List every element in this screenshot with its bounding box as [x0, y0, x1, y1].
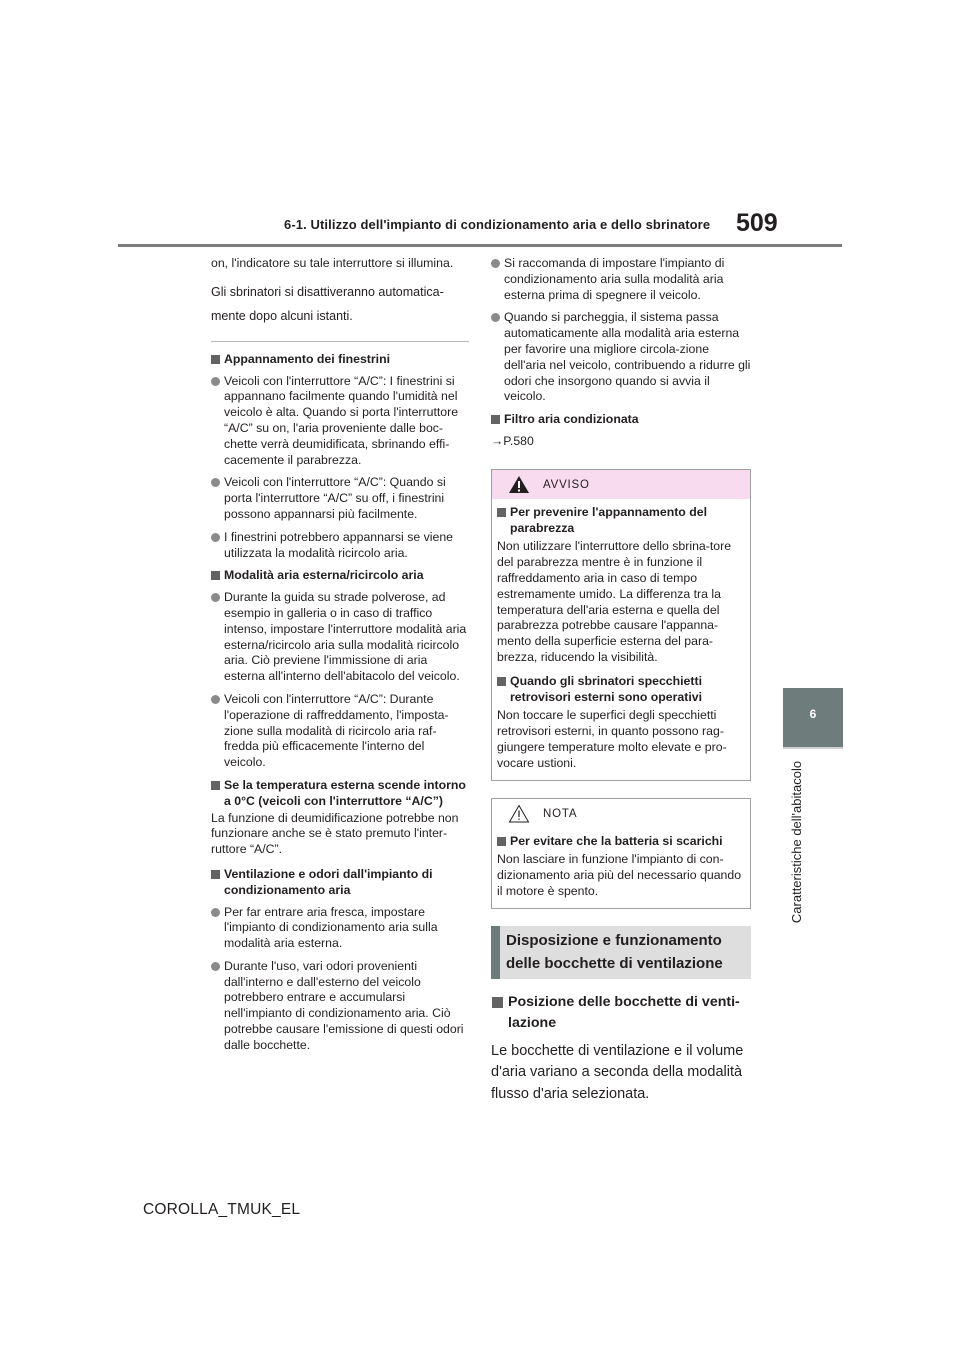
square-bullet-icon [497, 837, 506, 846]
circle-bullet-icon [211, 593, 220, 602]
circle-bullet-icon [211, 908, 220, 917]
bullet-fog-2: Veicoli con l'interruttore “A/C”: Quando si porta l'interruttore “A/C” su off, i finestrini possono appannarsi più facilmente. [211, 475, 469, 522]
section-divider [211, 341, 469, 342]
circle-bullet-icon [211, 533, 220, 542]
caution-triangle-outline-icon [508, 804, 530, 823]
square-bullet-icon [211, 571, 220, 580]
bullet-fog-3: I finestrini potrebbero appannarsi se viene utilizzata la modalità ricircolo aria. [211, 530, 469, 562]
chapter-tab-label-text: Caratteristiche dell'abitacolo [789, 760, 804, 924]
header-rule [118, 244, 842, 247]
bullet-mode-2: Veicoli con l'interruttore “A/C”: Durante l'operazione di raffreddamento, l'imposta-zione sulla modalità di ricircolo aria raf-fredda più efficacemente l'interno del veicolo. [211, 692, 469, 771]
warning-label: AVVISO [543, 478, 590, 491]
bullet-vent-1: Per far entrare aria fresca, impostare l'impianto di condizionamento aria sulla modalità aria esterna. [211, 905, 469, 952]
position-text: Le bocchette di ventilazione e il volume d'aria variano a seconda della modalità flusso d'aria selezionata. [491, 1042, 744, 1102]
filter-page-reference: →P.580 [491, 433, 534, 448]
intro-line-1: on, l'indicatore su tale interruttore si illumina. [211, 256, 454, 270]
section-filter-title: Filtro aria condizionata [491, 412, 751, 428]
note-text: Non lasciare in funzione l'impianto di con-dizionamento aria più del necessario quando il motore è spento. [497, 852, 742, 898]
document-code: COROLLA_TMUK_EL [143, 1201, 301, 1218]
right-column [491, 252, 751, 1105]
warning-item-2-title: Quando gli sbrinatori specchietti retrovisori esterni sono operativi [497, 674, 745, 706]
circle-bullet-icon [211, 377, 220, 386]
warning-box [491, 469, 751, 781]
warning-triangle-icon [508, 475, 530, 494]
section-mode-title: Modalità aria esterna/ricircolo aria [211, 568, 469, 584]
square-bullet-icon [497, 677, 506, 686]
square-bullet-icon [491, 415, 500, 424]
note-label: NOTA [543, 807, 578, 820]
chapter-tab-number: 6 [783, 688, 843, 747]
warning-item-1-text: Non utilizzare l'interruttore dello sbrina-tore del parabrezza mentre è in funzione il raffreddamento aria in caso di tempo estremamente umido. La differenza tra la temperatura dell'aria esterna e quella del parabrezza potrebbe causare l'appanna-mento della superficie esterna del para-brezza, riducendo la visibilità. [497, 539, 732, 664]
circle-bullet-icon [211, 478, 220, 487]
warning-item-1-title: Per prevenire l'appannamento del parabrezza [497, 505, 745, 537]
circle-bullet-icon [211, 962, 220, 971]
circle-bullet-icon [491, 259, 500, 268]
warning-item-2-text: Non toccare le superfici degli specchietti retrovisori esterni, in quanto possono rag-giungere temperature molto elevate e pro-vocare ustioni. [497, 708, 727, 770]
section-vent-title: Ventilazione e odori dall'impianto di condizionamento aria [211, 867, 469, 899]
note-header [492, 799, 750, 828]
temp-text: La funzione di deumidificazione potrebbe non funzionare anche se è stato premuto l'inter-ruttore “A/C”. [211, 810, 459, 857]
page-number: 509 [736, 209, 778, 237]
circle-bullet-icon [491, 313, 500, 322]
tab-separator [783, 747, 843, 749]
position-title: Posizione delle bocchette di venti-lazione [491, 992, 751, 1034]
section-fog-title: Appannamento dei finestrini [211, 352, 469, 368]
chapter-title: 6-1. Utilizzo dell'impianto di condizionamento aria e dello sbrinatore [284, 217, 711, 232]
note-title: Per evitare che la batteria si scarichi [497, 834, 745, 850]
bullet-right-2: Quando si parcheggia, il sistema passa automaticamente alla modalità aria esterna per favorire una migliore circola-zione dell'aria nel veicolo, contribuendo a ridurre gli odori che insorgono quando si avvia il veicolo. [491, 310, 751, 405]
bullet-right-1: Si raccomanda di impostare l'impianto di condizionamento aria sulla modalità aria esterna prima di spegnere il veicolo. [491, 256, 751, 303]
note-body [492, 828, 750, 908]
left-column [211, 252, 469, 1061]
intro-line-2: Gli sbrinatori si disattiveranno automatica- [211, 284, 444, 299]
section-heading: Disposizione e funzionamento delle bocchette di ventilazione [491, 926, 751, 979]
circle-bullet-icon [211, 695, 220, 704]
warning-header [492, 470, 750, 499]
square-bullet-icon [492, 997, 503, 1008]
square-bullet-icon [211, 355, 220, 364]
intro-line-3: mente dopo alcuni istanti. [211, 308, 353, 323]
square-bullet-icon [211, 781, 220, 790]
square-bullet-icon [211, 870, 220, 879]
section-temp-title: Se la temperatura esterna scende intorno a 0°C (veicoli con l'interruttore “A/C”) [211, 778, 469, 810]
bullet-fog-1: Veicoli con l'interruttore “A/C”: I finestrini si appannano facilmente quando l'umidità nel veicolo è alta. Quando si porta l'interruttore “A/C” su on, l'aria proveniente dalle boc-chette verrà deumidificata, sbrinando effi-cacemente il parabrezza. [211, 374, 469, 469]
note-box [491, 798, 751, 909]
bullet-vent-2: Durante l'uso, vari odori provenienti dall'interno e dall'esterno del veicolo potrebbero entrare e accumularsi nell'impianto di condizionamento aria. Ciò potrebbe causare l'emissione di questi odori dalle bocchette. [211, 959, 469, 1054]
bullet-mode-1: Durante la guida su strade polverose, ad esempio in galleria o in caso di traffico intenso, impostare l'interruttore modalità aria esterna/ricircolo aria sulla modalità ricircolo aria. Ciò previene l'immissione di aria esterna all'interno dell'abitacolo del veicolo. [211, 590, 469, 685]
square-bullet-icon [497, 508, 506, 517]
warning-body [492, 499, 750, 780]
chapter-tab-label [786, 754, 810, 930]
